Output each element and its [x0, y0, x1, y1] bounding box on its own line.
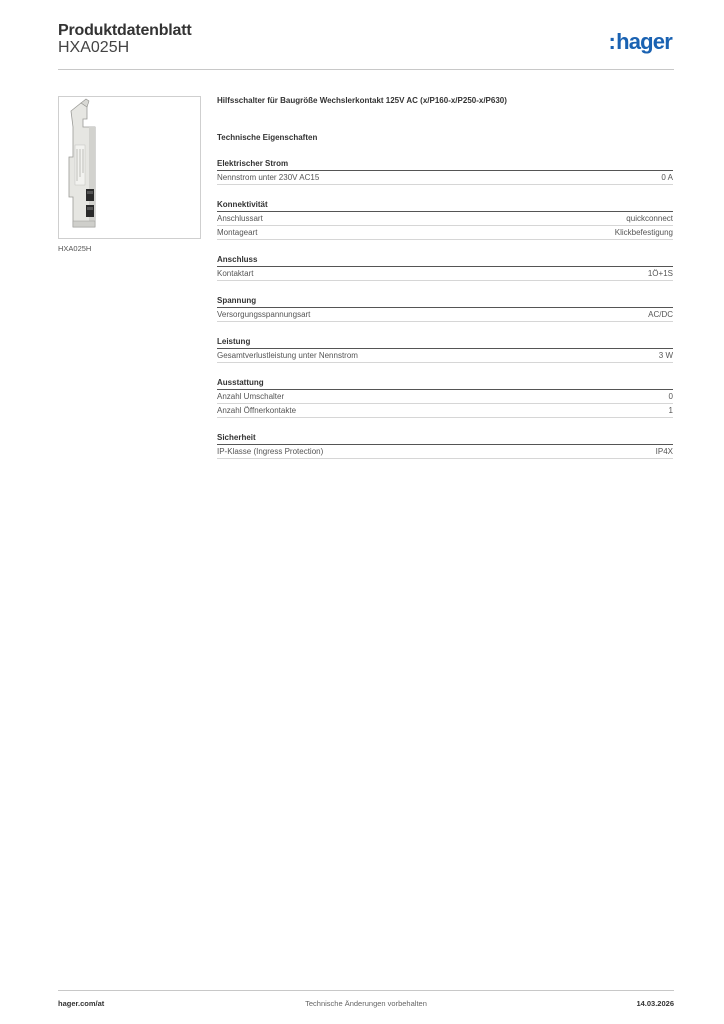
logo-text: hager: [616, 29, 672, 54]
property-value: AC/DC: [648, 310, 673, 319]
property-label: Nennstrom unter 230V AC15: [217, 173, 320, 182]
property-label: IP-Klasse (Ingress Protection): [217, 447, 324, 456]
footer-date: 14.03.2026: [636, 999, 674, 1008]
content-column: [217, 95, 673, 459]
section-title: Sicherheit: [217, 432, 673, 445]
property-label: Montageart: [217, 228, 258, 237]
property-row: [217, 308, 673, 322]
section-title: Elektrischer Strom: [217, 158, 673, 171]
section-connection: [217, 254, 673, 281]
section-title: Konnektivität: [217, 199, 673, 212]
technical-properties-heading: Technische Eigenschaften: [217, 133, 318, 142]
section-title: Ausstattung: [217, 377, 673, 390]
hager-logo: :hager: [608, 29, 672, 54]
property-label: Anschlussart: [217, 214, 263, 223]
property-label: Kontaktart: [217, 269, 254, 278]
property-label: Gesamtverlustleistung unter Nennstrom: [217, 351, 358, 360]
footer-website-link[interactable]: hager.com/at: [58, 999, 105, 1008]
page-header: [58, 20, 674, 70]
property-value: 0: [668, 392, 673, 401]
property-value: Klickbefestigung: [614, 228, 673, 237]
property-value: IP4X: [655, 447, 673, 456]
property-row: [217, 404, 673, 418]
property-row: [217, 226, 673, 240]
property-label: Anzahl Umschalter: [217, 392, 285, 401]
property-label: Versorgungsspannungsart: [217, 310, 311, 319]
section-equipment: [217, 377, 673, 418]
image-caption: HXA025H: [58, 244, 92, 253]
page-footer: [58, 990, 674, 1014]
property-row: [217, 267, 673, 281]
section-title: Spannung: [217, 295, 673, 308]
property-row: [217, 212, 673, 226]
property-row: [217, 390, 673, 404]
section-power: [217, 336, 673, 363]
property-row: [217, 171, 673, 185]
property-value: 0 A: [661, 173, 673, 182]
property-value: quickconnect: [626, 214, 673, 223]
section-voltage: [217, 295, 673, 322]
product-image: [58, 96, 201, 239]
product-description: Hilfsschalter für Baugröße Wechslerkontakt 125V AC (x/P160-x/P250-x/P630): [217, 96, 507, 105]
property-value: 3 W: [658, 351, 673, 360]
property-row: [217, 445, 673, 459]
property-value: 1Ö+1S: [647, 269, 673, 278]
property-label: Anzahl Öffnerkontakte: [217, 406, 297, 415]
section-electric-current: [217, 158, 673, 185]
section-safety: [217, 432, 673, 459]
section-title: Anschluss: [217, 254, 673, 267]
product-code: HXA025H: [58, 39, 130, 56]
section-connectivity: [217, 199, 673, 240]
property-row: [217, 349, 673, 363]
property-value: 1: [668, 406, 673, 415]
footer-notice: Technische Änderungen vorbehalten: [305, 999, 427, 1008]
circuit-breaker-auxiliary-switch-image: [59, 97, 200, 238]
section-title: Leistung: [217, 336, 673, 349]
document-title: Produktdatenblatt: [58, 22, 192, 39]
